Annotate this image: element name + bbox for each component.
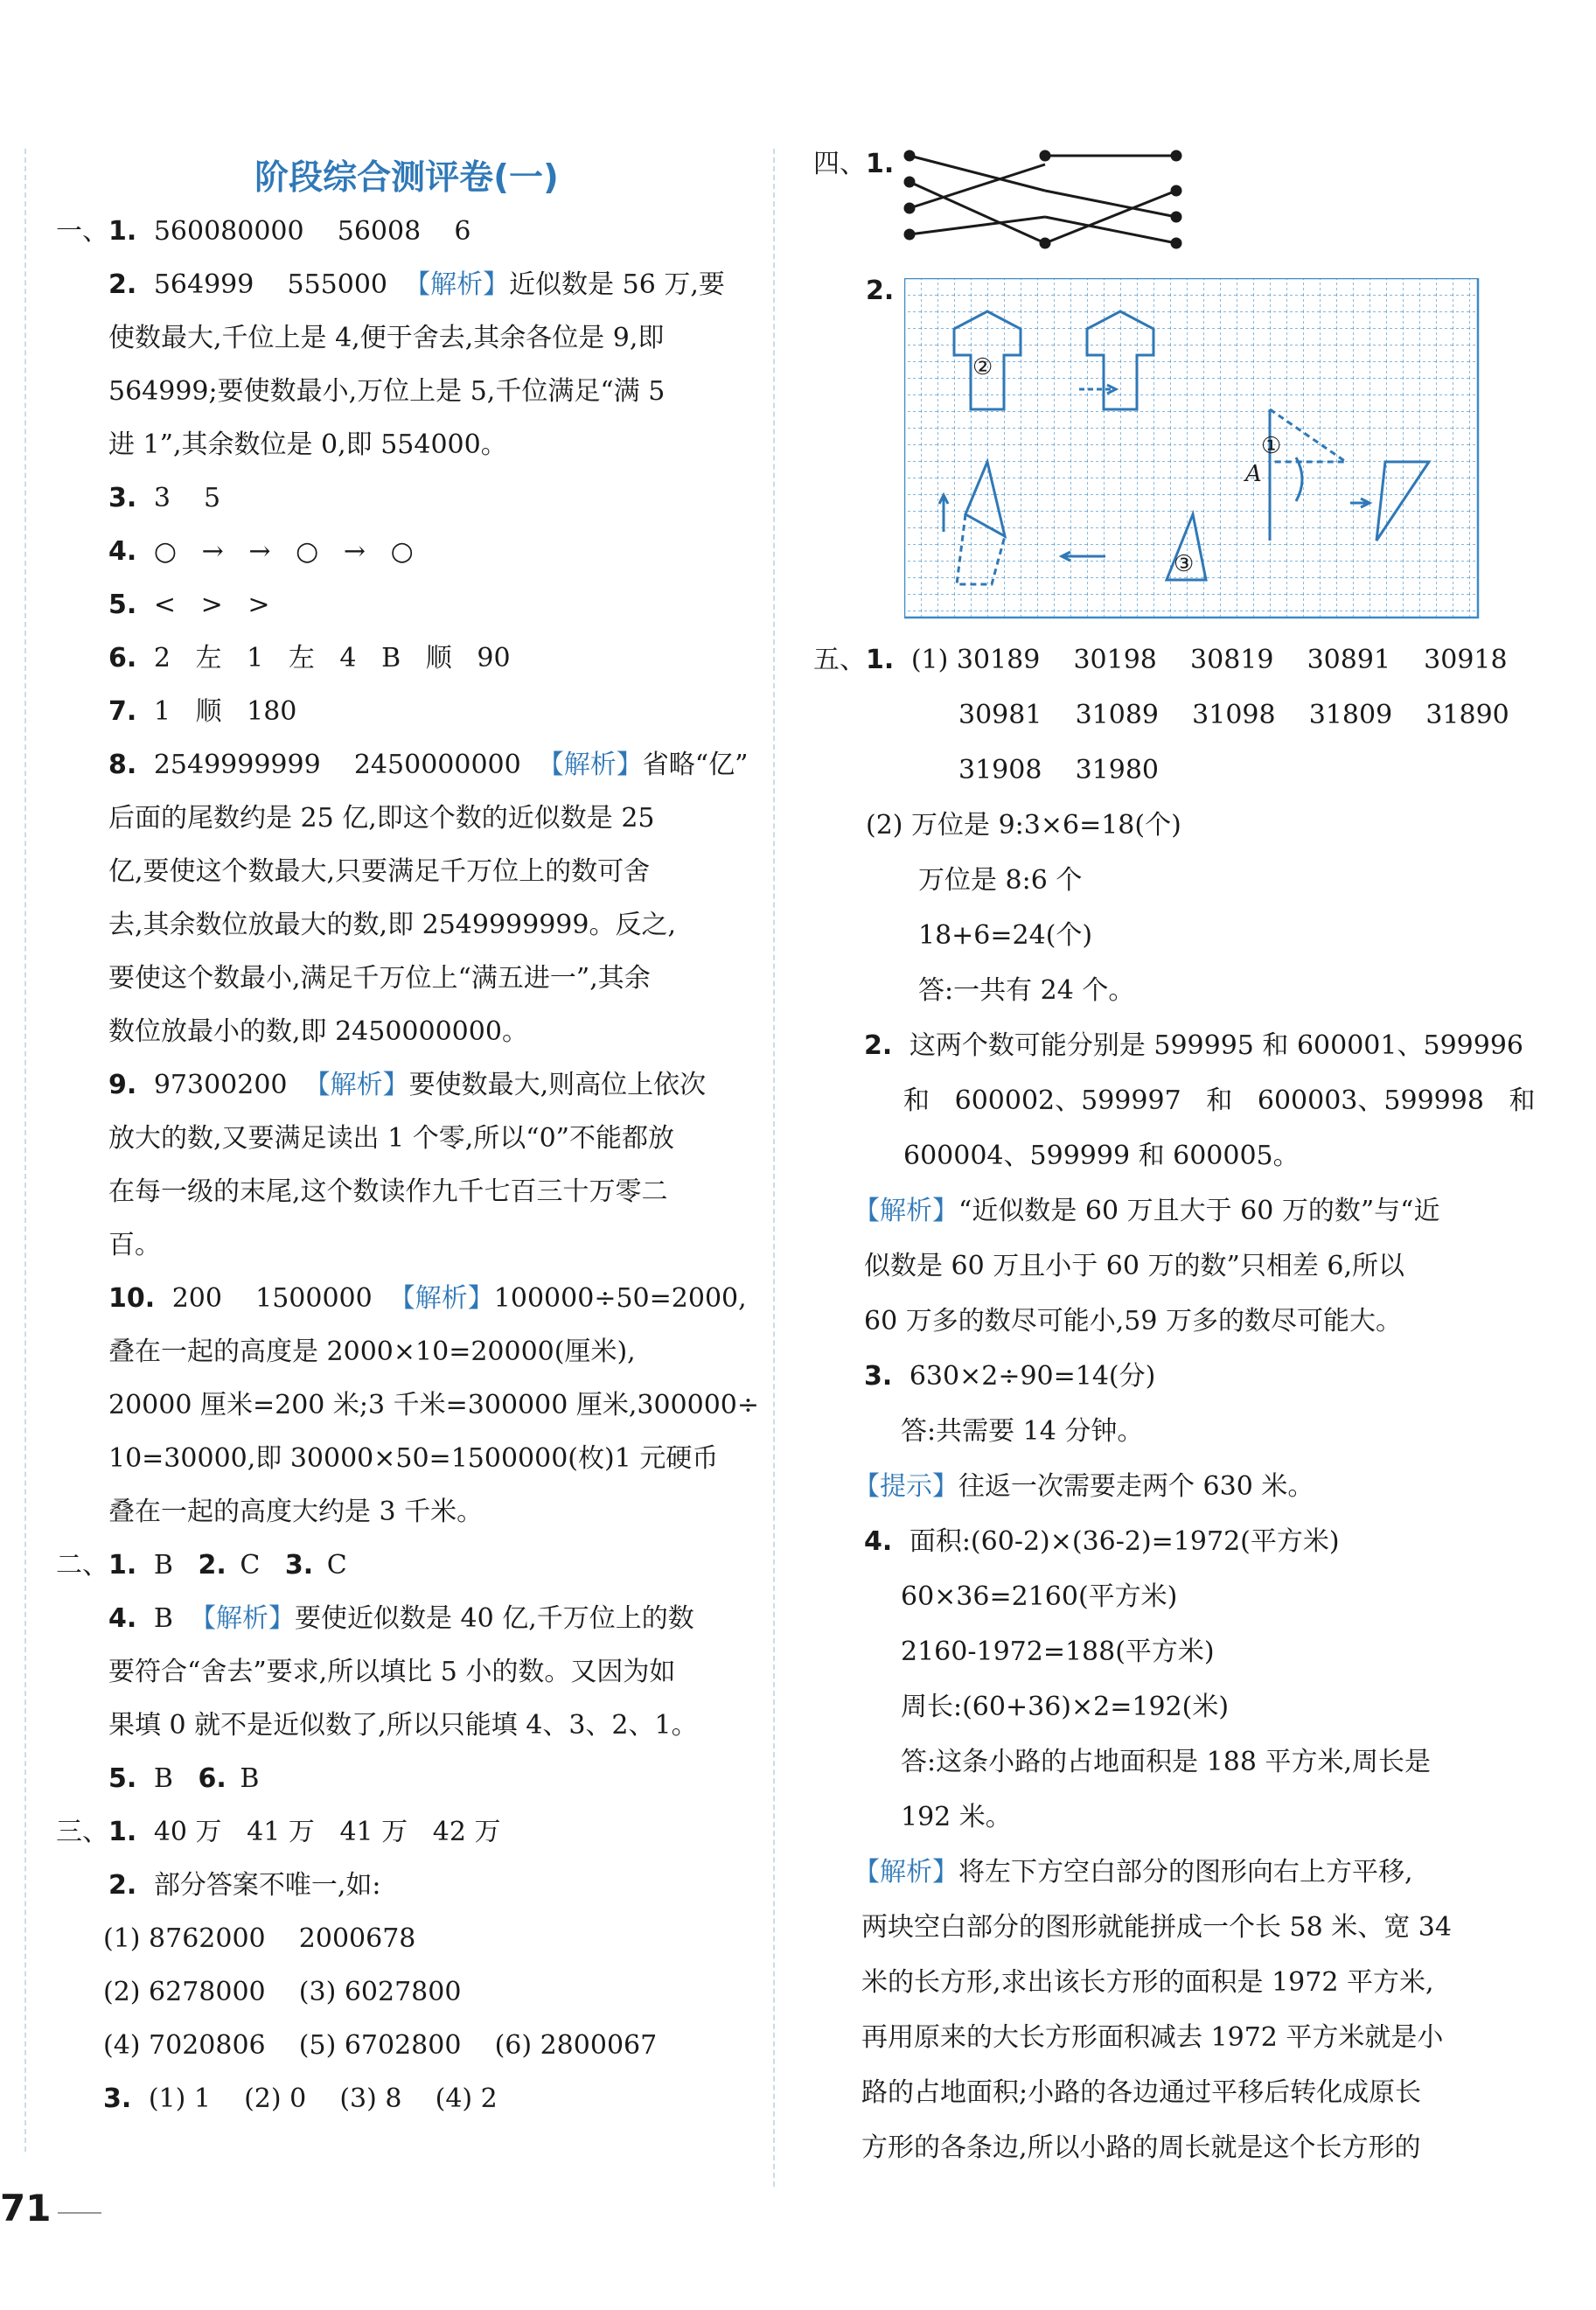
analysis-tag: 【解析】 bbox=[854, 1196, 958, 1226]
page-title: 阶段综合测评卷(一) bbox=[254, 158, 559, 198]
text-line: 答:一共有 24 个。 bbox=[918, 975, 1135, 1006]
dot bbox=[1172, 239, 1181, 248]
text-line: 百。 bbox=[108, 1230, 161, 1260]
column-divider bbox=[773, 149, 775, 2187]
dot bbox=[1172, 151, 1181, 160]
left-margin-divider bbox=[24, 149, 26, 2152]
text-line: 再用原来的大长方形面积减去 1972 平方米就是小 bbox=[861, 2022, 1444, 2053]
text-line: 米的长方形,求出该长方形的面积是 1972 平方米, bbox=[861, 1967, 1434, 1998]
text-line: 放大的数,又要满足读出 1 个零,所以“0”不能都放 bbox=[108, 1123, 674, 1154]
text-line: 20000 厘米=200 米;3 千米=300000 厘米,300000÷ bbox=[108, 1390, 760, 1420]
text-line: 和 600002、599997 和 600003、599998 和 bbox=[903, 1085, 1536, 1116]
text-line: (4) 7020806 (5) 6702800 (6) 2800067 bbox=[103, 2030, 658, 2061]
text-line: 564999;要使数最小,万位上是 5,千位满足“满 5 bbox=[108, 376, 666, 407]
answer-5-1: 五、1. (1) 30189 30198 30819 30891 30918 bbox=[813, 645, 1508, 675]
answer-2-1-3: 二、1. B 2. C 3. C bbox=[56, 1550, 347, 1581]
answer-4-2-label: 2. bbox=[866, 276, 895, 306]
answer-5-2: 2. 这两个数可能分别是 599995 和 600001、599996 bbox=[864, 1030, 1524, 1061]
answer-2-4: 4. B 【解析】要使近似数是 40 亿,千万位上的数 bbox=[108, 1603, 694, 1634]
text-line: 答:这条小路的占地面积是 188 平方米,周长是 bbox=[901, 1747, 1431, 1777]
analysis-line: 【解析】“近似数是 60 万且大于 60 万的数”与“近 bbox=[854, 1196, 1440, 1226]
text-line: 似数是 60 万且小于 60 万的数”只相差 6,所以 bbox=[864, 1251, 1404, 1281]
transformation-grid-figure bbox=[904, 278, 1481, 621]
hint-line: 【提示】往返一次需要走两个 630 米。 bbox=[854, 1471, 1314, 1502]
answer-1-4: 4. ○ → → ○ → ○ bbox=[108, 536, 414, 567]
match-line bbox=[1045, 191, 1176, 217]
text-line: 使数最大,千位上是 4,便于舍去,其余各位是 9,即 bbox=[108, 323, 665, 353]
page-number-rule bbox=[58, 2212, 101, 2214]
dot bbox=[905, 204, 914, 213]
text-line: 叠在一起的高度大约是 3 千米。 bbox=[108, 1497, 484, 1527]
answer-1-3: 3. 3 5 bbox=[108, 483, 221, 513]
matching-lines-figure bbox=[901, 140, 1189, 262]
page-number: 71 bbox=[0, 2187, 52, 2230]
hint-tag: 【提示】 bbox=[854, 1471, 958, 1502]
answer-1-8: 8. 2549999999 2450000000 【解析】省略“亿” bbox=[108, 750, 749, 780]
text-line: 果填 0 就不是近似数了,所以只能填 4、3、2、1。 bbox=[108, 1710, 698, 1741]
point-label-a: A bbox=[1245, 461, 1262, 487]
text-line: 60 万多的数尽可能小,59 万多的数尽可能大。 bbox=[864, 1306, 1402, 1336]
answer-3-1: 三、1. 40 万 41 万 41 万 42 万 bbox=[56, 1817, 501, 1847]
text-line: (2) 6278000 (3) 6027800 bbox=[103, 1977, 462, 2007]
answer-1-1: 一、1. 560080000 56008 6 bbox=[56, 216, 471, 247]
text-line: 叠在一起的高度是 2000×10=20000(厘米), bbox=[108, 1336, 636, 1367]
text-line: 后面的尾数约是 25 亿,即这个数的近似数是 25 bbox=[108, 803, 655, 834]
text-line: (2) 万位是 9:3×6=18(个) bbox=[866, 810, 1181, 841]
text-line: 亿,要使这个数最大,只要满足千万位上的数可舍 bbox=[108, 856, 651, 887]
analysis-tag: 【解析】 bbox=[854, 1857, 958, 1888]
answer-3-2: 2. 部分答案不唯一,如: bbox=[108, 1870, 381, 1901]
text-line: 2160-1972=188(平方米) bbox=[901, 1637, 1215, 1667]
text-line: 两块空白部分的图形就能拼成一个长 58 米、宽 34 bbox=[861, 1912, 1452, 1943]
dot bbox=[1172, 186, 1181, 195]
text-line: 进 1”,其余数位是 0,即 554000。 bbox=[108, 429, 507, 460]
shape-label-3: ③ bbox=[1174, 551, 1195, 577]
analysis-tag: 【解析】 bbox=[303, 1070, 409, 1100]
text-line: 去,其余数位放最大的数,即 2549999999。反之, bbox=[108, 910, 677, 940]
text-line: 30981 31089 31098 31809 31890 bbox=[958, 700, 1509, 730]
analysis-tag: 【解析】 bbox=[537, 750, 643, 780]
answer-1-2: 2. 564999 555000 【解析】近似数是 56 万,要 bbox=[108, 269, 725, 300]
dot bbox=[905, 230, 914, 239]
text-line: 周长:(60+36)×2=192(米) bbox=[901, 1692, 1230, 1722]
text-line: 60×36=2160(平方米) bbox=[901, 1581, 1178, 1612]
shape-label-2: ② bbox=[972, 354, 993, 380]
answer-1-6: 6. 2 左 1 左 4 B 顺 90 bbox=[108, 643, 511, 673]
match-line bbox=[1045, 217, 1176, 243]
text-line: 600004、599999 和 600005。 bbox=[903, 1141, 1300, 1171]
answer-1-7: 7. 1 顺 180 bbox=[108, 696, 297, 727]
text-line: 万位是 8:6 个 bbox=[918, 865, 1083, 896]
text-line: 31908 31980 bbox=[958, 755, 1160, 785]
text-line: 路的占地面积;小路的各边通过平移后转化成原长 bbox=[861, 2077, 1422, 2108]
text-line: 10=30000,即 30000×50=1500000(枚)1 元硬币 bbox=[108, 1443, 719, 1474]
match-line bbox=[910, 217, 1045, 234]
analysis-tag: 【解析】 bbox=[404, 269, 510, 300]
text-line: 18+6=24(个) bbox=[918, 920, 1093, 951]
text-line: 192 米。 bbox=[901, 1802, 1012, 1832]
answer-5-3: 3. 630×2÷90=14(分) bbox=[864, 1361, 1156, 1392]
answer-2-5-6: 5. B 6. B bbox=[108, 1763, 260, 1794]
answer-5-4: 4. 面积:(60-2)×(36-2)=1972(平方米) bbox=[864, 1526, 1340, 1557]
dot bbox=[1041, 239, 1049, 248]
text-line: 要符合“舍去”要求,所以填比 5 小的数。又因为如 bbox=[108, 1657, 676, 1687]
answer-3-3: 3. (1) 1 (2) 0 (3) 8 (4) 2 bbox=[103, 2083, 498, 2114]
dot bbox=[905, 151, 914, 160]
dot bbox=[905, 178, 914, 186]
answer-4-1-label: 四、1. bbox=[813, 149, 895, 179]
text-line: 方形的各条边,所以小路的周长就是这个长方形的 bbox=[861, 2132, 1421, 2163]
analysis-line: 【解析】将左下方空白部分的图形向右上方平移, bbox=[854, 1857, 1413, 1888]
match-line bbox=[910, 182, 1045, 243]
dot bbox=[1041, 151, 1049, 160]
text-line: (1) 8762000 2000678 bbox=[103, 1923, 416, 1954]
dot bbox=[1172, 213, 1181, 221]
analysis-tag: 【解析】 bbox=[388, 1283, 494, 1314]
answer-1-5: 5. < > > bbox=[108, 590, 270, 620]
shape-label-1: ① bbox=[1261, 433, 1282, 459]
analysis-tag: 【解析】 bbox=[189, 1603, 295, 1634]
match-line bbox=[1045, 191, 1176, 243]
answer-1-9: 9. 97300200 【解析】要使数最大,则高位上依次 bbox=[108, 1070, 707, 1100]
text-line: 答:共需要 14 分钟。 bbox=[901, 1416, 1144, 1447]
text-line: 数位放最小的数,即 2450000000。 bbox=[108, 1016, 528, 1047]
answer-1-10: 10. 200 1500000 【解析】100000÷50=2000, bbox=[108, 1283, 747, 1314]
text-line: 要使这个数最小,满足千万位上“满五进一”,其余 bbox=[108, 963, 651, 994]
text-line: 在每一级的末尾,这个数读作九千七百三十万零二 bbox=[108, 1176, 668, 1207]
